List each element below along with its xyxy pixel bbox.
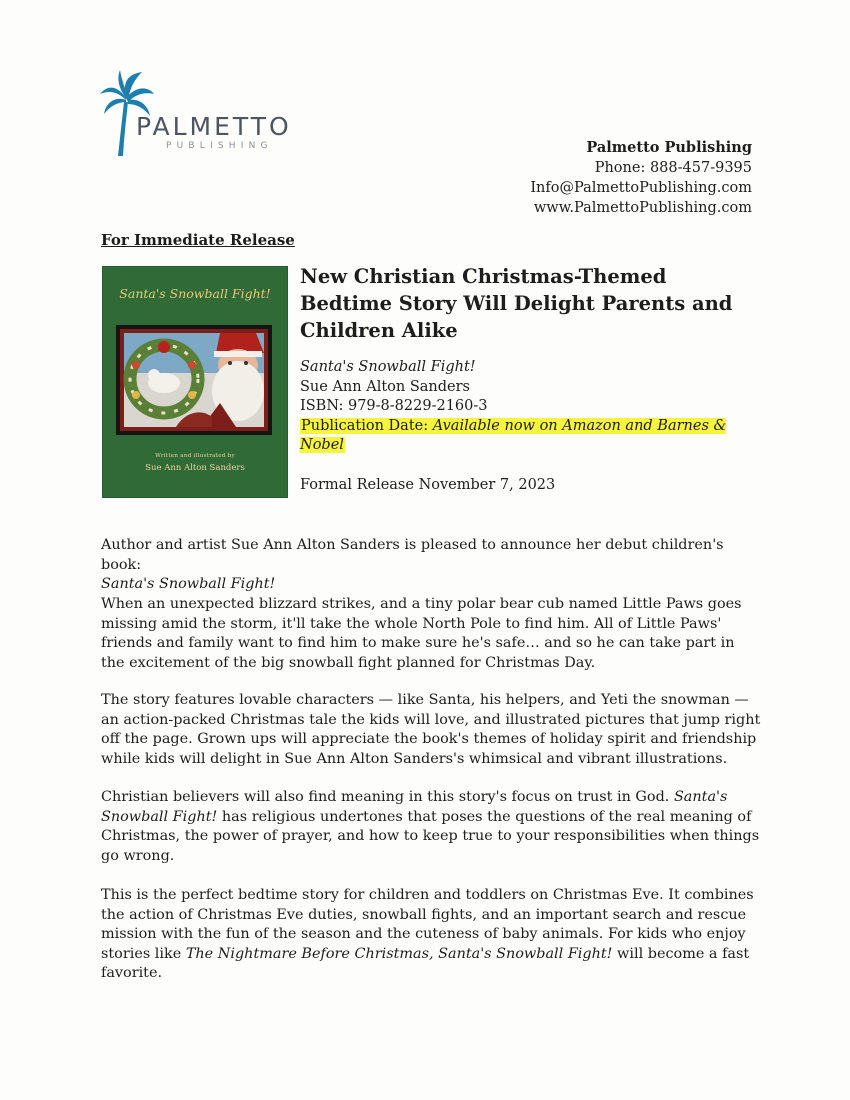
publisher-name: Palmetto Publishing bbox=[586, 139, 752, 156]
publisher-website: www.PalmettoPublishing.com bbox=[533, 200, 752, 216]
book-cover bbox=[102, 266, 288, 498]
contact-block bbox=[530, 138, 752, 218]
paragraph-bedtime-b: will become a fast favorite. bbox=[101, 945, 750, 981]
release-label: For Immediate Release bbox=[101, 231, 295, 249]
publication-date-value: Available now on Amazon and Barnes & Nobel bbox=[300, 417, 727, 453]
paragraph-christian-b: has religious undertones that poses the questions of the real meaning of Christmas, the power of prayer, and how to keep true to your responsibilities when things go wrong. bbox=[101, 808, 760, 864]
paragraph-christian-title: Santa's Snowball Fight! bbox=[101, 789, 728, 825]
paragraph-christian-a: Christian believers will also find meaning in this story's focus on trust in God. bbox=[101, 789, 674, 805]
paragraph-bedtime-a: This is the perfect bedtime story for children and toddlers on Christmas Eve. It combines the action of Christmas Eve duties, snowball fights, and an important search and rescue mission with the fun of the season and the cuteness of baby animals. For kids who enjoy stories like bbox=[101, 887, 754, 962]
cover-title: Santa's Snowball Fight! bbox=[119, 286, 271, 301]
paragraph-intro-title: Santa's Snowball Fight! bbox=[101, 576, 276, 592]
publication-date-highlight bbox=[300, 418, 726, 454]
publication-date bbox=[300, 417, 770, 456]
headline: New Christian Christmas-Themed Bedtime Story Will Delight Parents and Children Alike bbox=[300, 265, 733, 342]
paragraph-features: The story features lovable characters — like Santa, his helpers, and Yeti the snowman — an action-packed Christmas tale the kids will love, and illustrated pictures that jump right off the page. Grown ups will appreciate the book's themes of holiday spirit and friendship while kids will delight in Sue Ann Alton Sanders's whimsical and vibrant illustrations. bbox=[101, 692, 761, 767]
logo-subword: PUBLISHING bbox=[166, 141, 273, 151]
paragraph-story: When an unexpected blizzard strikes, and a tiny polar bear cub named Little Paws goes missing amid the storm, it'll take the whole North Pole to find him. All of Little Paws' friends and family want to find him to make sure he's safe… and so he can take part in the excitement of the big snowball fight planned for Christmas Day. bbox=[101, 596, 742, 671]
publisher-email: Info@PalmettoPublishing.com bbox=[530, 180, 752, 196]
paragraph-intro-text: Author and artist Sue Ann Alton Sanders is pleased to announce her debut children's book: bbox=[101, 537, 724, 573]
publisher-logo bbox=[98, 68, 328, 160]
logo-wordmark: PALMETTO bbox=[136, 112, 292, 141]
book-author: Sue Ann Alton Sanders bbox=[300, 378, 470, 395]
paragraph-bedtime bbox=[101, 886, 761, 984]
cover-illustration bbox=[116, 325, 272, 435]
cover-credit-line: Written and illustrated by bbox=[155, 453, 235, 459]
publisher-phone: Phone: 888-457-9395 bbox=[594, 160, 752, 176]
paragraph-christian bbox=[101, 788, 761, 866]
cover-author: Sue Ann Alton Sanders bbox=[145, 463, 245, 473]
formal-release-date: Formal Release November 7, 2023 bbox=[300, 477, 556, 493]
publication-date-label: Publication Date: bbox=[301, 417, 433, 434]
paragraph-intro bbox=[101, 536, 761, 595]
book-title: Santa's Snowball Fight! bbox=[300, 359, 476, 375]
paragraph-bedtime-title: The Nightmare Before Christmas, Santa's Snowball Fight! bbox=[185, 945, 613, 962]
book-info bbox=[300, 358, 770, 456]
book-isbn: ISBN: 979-8-8229-2160-3 bbox=[300, 398, 488, 414]
